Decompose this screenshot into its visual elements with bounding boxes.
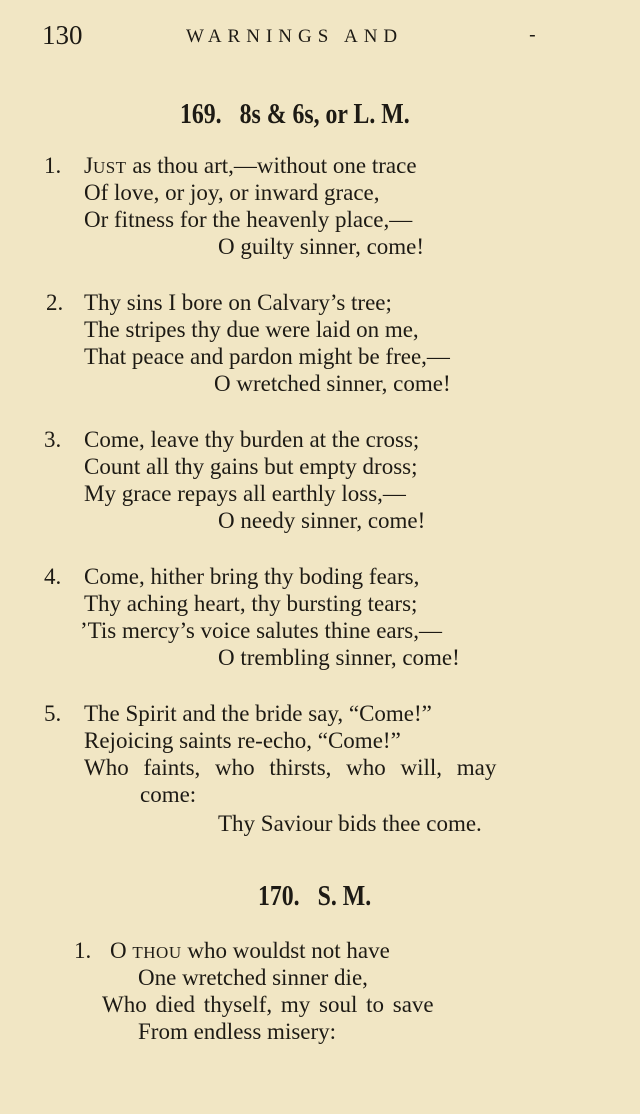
small-caps-word: UST	[92, 158, 127, 177]
stanza-number: 1.	[44, 153, 62, 178]
small-caps-word: THOU	[132, 943, 182, 962]
stanza-line: One wretched sinner die,	[138, 965, 368, 990]
stanza-line: From endless misery:	[138, 1019, 337, 1044]
stanza-line	[84, 153, 417, 181]
stanza-line: ’Tis mercy’s voice salutes thine ears,—	[80, 618, 442, 643]
stanza-line: The Spirit and the bride say, “Come!”	[84, 701, 432, 726]
stanza-number: 1.	[74, 938, 92, 963]
stanza-line: Come, hither bring thy boding fears,	[84, 564, 420, 589]
hymn-meter: 8s & 6s, or L. M.	[239, 98, 410, 130]
drop-initial: J	[84, 153, 93, 178]
stanza-line: The stripes thy due were laid on me,	[84, 317, 419, 342]
stanza-refrain: O needy sinner, come!	[218, 508, 426, 533]
hymn-169-heading	[180, 98, 410, 131]
stanza-line: Who died thyself, my soul to save	[102, 992, 434, 1017]
hymn-number: 169.	[180, 98, 222, 130]
stanza-refrain: O wretched sinner, come!	[214, 371, 451, 396]
stanza-line: Thy sins I bore on Calvary’s tree;	[84, 290, 392, 315]
page-number: 130	[42, 20, 83, 50]
stanza-line-continuation: come:	[140, 782, 197, 807]
stanza-number: 2.	[46, 290, 64, 315]
running-title: WARNINGS AND	[186, 26, 404, 47]
hymn-170-heading	[258, 880, 371, 913]
stanza-number: 5.	[44, 701, 62, 726]
line-text: who wouldst not have	[181, 938, 390, 963]
stanza-number: 4.	[44, 564, 62, 589]
stanza-line: Or fitness for the heavenly place,—	[84, 207, 413, 232]
stanza-line: My grace repays all earthly loss,—	[84, 481, 406, 506]
stanza-line: Of love, or joy, or inward grace,	[84, 180, 380, 205]
line-text: as thou art,—without one trace	[126, 153, 417, 178]
stanza-line: Come, leave thy burden at the cross;	[84, 427, 420, 452]
stanza-refrain: Thy Saviour bids thee come.	[218, 811, 482, 836]
stanza-number: 3.	[44, 427, 62, 452]
stanza-line: That peace and pardon might be free,—	[84, 344, 450, 369]
drop-initial: O	[110, 938, 127, 963]
stanza-refrain: O guilty sinner, come!	[218, 234, 425, 259]
stanza-line: Count all thy gains but empty dross;	[84, 454, 418, 479]
hymn-number: 170.	[258, 880, 300, 912]
header-dash: -	[529, 22, 536, 46]
stanza-line	[110, 938, 390, 966]
stanza-refrain: O trembling sinner, come!	[218, 645, 460, 670]
stanza-line: Who faints, who thirsts, who will, may	[84, 755, 497, 780]
stanza-line: Rejoicing saints re-echo, “Come!”	[84, 728, 401, 753]
stanza-line: Thy aching heart, thy bursting tears;	[84, 591, 418, 616]
hymn-meter: S. M.	[317, 880, 372, 912]
